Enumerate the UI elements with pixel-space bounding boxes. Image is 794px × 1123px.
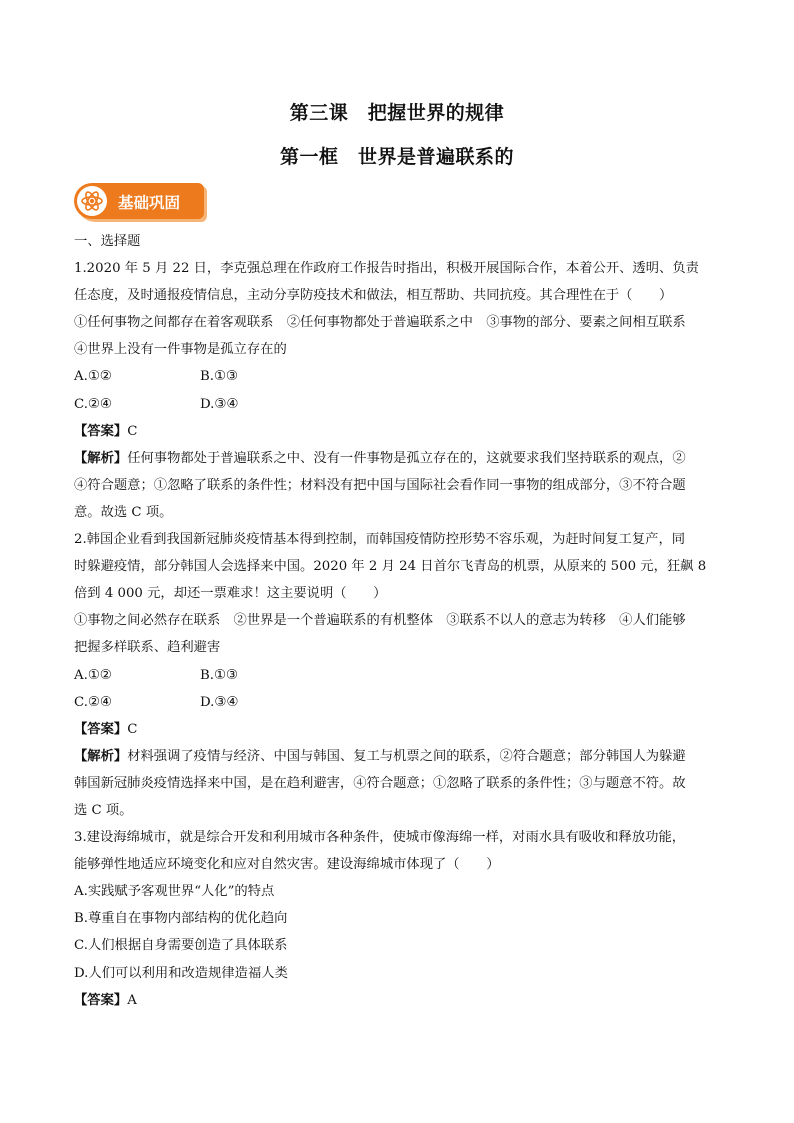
analysis-line	[74, 445, 724, 472]
question-stem-line: 倍到 4 000 元，却还一票难求！这主要说明（ ）	[74, 586, 387, 602]
option-a: A.①②	[74, 667, 112, 683]
content	[74, 228, 724, 1014]
question-stem-line: 1.2020 年 5 月 22 日，李克强总理在作政府工作报告时指出，积极开展国际合作，本着公开、透明、负责	[74, 261, 699, 277]
analysis-text: 材料强调了疫情与经济、中国与韩国、复工与机票之间的联系，②符合题意；部分韩国人为躲避	[127, 748, 686, 764]
analysis-line: 选 C 项。	[74, 802, 133, 818]
answer-line	[74, 418, 724, 445]
question-3	[74, 824, 724, 1014]
question-1	[74, 255, 724, 526]
choice-d: D.人们可以利用和改造规律造福人类	[74, 965, 288, 981]
option-b: B.①③	[200, 667, 238, 683]
choice-b: B.尊重自在事物内部结构的优化趋向	[74, 911, 288, 927]
options-row	[74, 363, 724, 390]
analysis-text: 任何事物都处于普遍联系之中、没有一件事物是孤立存在的，这就要求我们坚持联系的观点，②	[127, 450, 686, 466]
analysis-line: 意。故选 C 项。	[74, 504, 173, 520]
option-d: D.③④	[200, 694, 239, 710]
question-stem-line: 时躲避疫情，部分韩国人会选择来中国。2020 年 2 月 24 日首尔飞青岛的机票，从原来的 500 元，狂飙 8	[74, 559, 707, 575]
options-row	[74, 662, 724, 689]
option-a: A.①②	[74, 369, 112, 385]
statement-line: ④世界上没有一件事物是孤立存在的	[74, 342, 287, 358]
question-stem-line: 2.韩国企业看到我国新冠肺炎疫情基本得到控制，而韩国疫情防控形势不容乐观，为赶时间复工复产，同	[74, 532, 686, 548]
question-stem-line: 任态度，及时通报疫情信息，主动分享防疫技术和做法，相互帮助、共同抗疫。其合理性在于（ ）	[74, 288, 673, 304]
answer-line	[74, 716, 724, 743]
answer-tag: 【答案】	[74, 721, 128, 737]
atom-icon	[80, 189, 104, 213]
option-b: B.①③	[200, 369, 238, 385]
options-row	[74, 391, 724, 418]
frame-title: 第一框 世界是普遍联系的	[279, 146, 514, 168]
analysis-line: ④符合题意；①忽略了联系的条件性；材料没有把中国与国际社会看作同一事物的组成部分，③不符合题	[74, 477, 686, 493]
answer-value: C	[127, 721, 138, 737]
question-stem-line: 能够弹性地适应环境变化和应对自然灾害。建设海绵城市体现了（ ）	[74, 857, 500, 873]
question-stem-line: 3.建设海绵城市，就是综合开发和利用城市各种条件，使城市像海绵一样，对雨水具有吸收和释放功能，	[74, 830, 686, 846]
answer-tag: 【答案】	[74, 992, 128, 1008]
answer-tag: 【答案】	[74, 423, 128, 439]
options-row	[74, 689, 724, 716]
statement-line: ①事物之间必然存在联系 ②世界是一个普遍联系的有机整体 ③联系不以人的意志为转移 ④人们能够	[74, 613, 686, 629]
answer-value: A	[127, 992, 137, 1008]
badge-icon-circle	[77, 186, 107, 216]
statement-line: ①任何事物之间都存在着客观联系 ②任何事物都处于普遍联系之中 ③事物的部分、要素之间相互联系	[74, 315, 686, 331]
analysis-tag: 【解析】	[74, 450, 128, 466]
choice-a: A.实践赋予客观世界“人化”的特点	[74, 884, 275, 900]
statement-line: 把握多样联系、趋利避害	[74, 640, 221, 656]
option-d: D.③④	[200, 396, 239, 412]
analysis-line	[74, 743, 724, 770]
option-c: C.②④	[74, 396, 112, 412]
option-c: C.②④	[74, 694, 112, 710]
analysis-tag: 【解析】	[74, 748, 128, 764]
answer-line	[74, 987, 724, 1014]
section-badge	[74, 183, 204, 219]
choice-c: C.人们根据自身需要创造了具体联系	[74, 938, 288, 954]
badge-label: 基础巩固	[118, 194, 181, 212]
lesson-title: 第三课 把握世界的规律	[289, 102, 505, 124]
analysis-line: 韩国新冠肺炎疫情选择来中国，是在趋利避害，④符合题意；①忽略了联系的条件性；③与题意不符。故	[74, 775, 686, 791]
section-heading: 一、选择题	[74, 234, 141, 249]
question-2	[74, 526, 724, 824]
answer-value: C	[127, 423, 138, 439]
